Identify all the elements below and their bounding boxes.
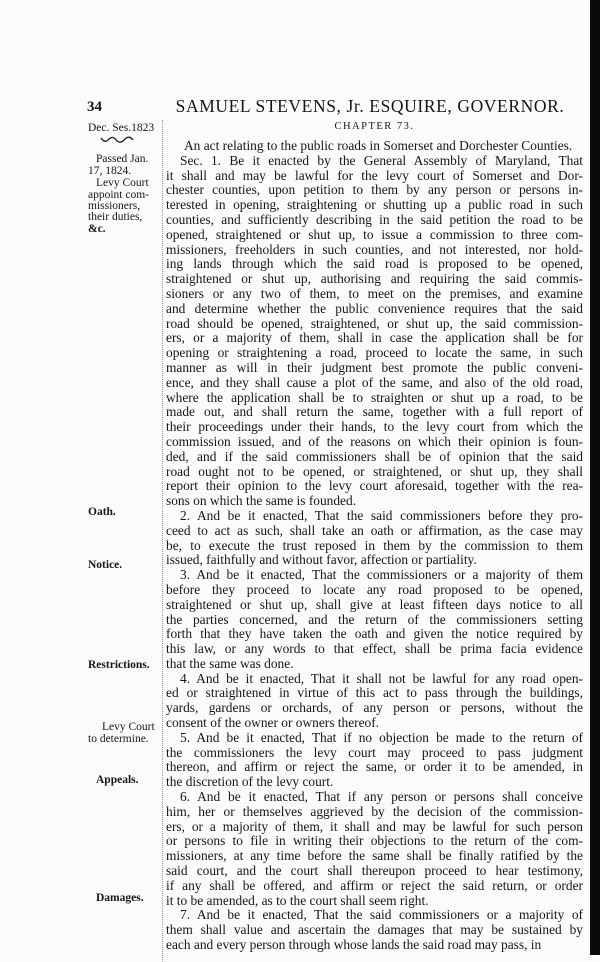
margin-rule [162,120,163,962]
text-line: or persons to file in writing their objections to the return of the com- [166,834,583,849]
text-line: opening or straightening a road, proceed to locate the same, in such [166,346,583,361]
margin-note: appoint com- [88,189,149,201]
text-line: before they proceed to locate any road proposed to be opened, [166,582,583,597]
text-line: if any shall be offered, and affirm or reject the said return, or order [166,878,583,893]
margin-note: Dec. Ses.1823 [88,122,155,134]
text-line: sons on which the same is founded. [166,494,357,509]
scan-edge [590,0,600,955]
text-line: where the application shall be to straighten or shut up a road, to be [166,390,583,405]
text-line: ers, or a majority of them, it shall and may be lawful for such person [166,819,583,834]
act-text [166,139,583,953]
margin-note: to determine. [88,733,149,745]
page-number: 34 [87,99,102,115]
margin-note: 17, 1824. [88,165,132,177]
text-line: their proceedings under their hands, to the levy court from which the [166,420,583,435]
text-line: ers, or a majority of them, shall in case the application shall be for [166,331,583,346]
text-line: missioners, at any time before the same shall be finally ratified by the [166,849,583,864]
text-line: each and every person through whose lands the said road may pass, in [166,938,542,953]
text-line: straightened or shut up, authorising and requiring the said commis- [166,272,583,287]
text-line: road should be opened, straightened, or shut up, the said commission- [166,316,583,331]
text-line: ed or straightened in virtue of this act to pass through the buildings, [166,686,583,701]
text-line: opened, straightened or shut up, to issue a commission to three com- [166,227,583,242]
margin-note: missioners, [88,200,141,212]
text-line: commission issued, and of the reasons on which their opinion is foun- [166,434,583,449]
margin-note: Damages. [96,892,144,904]
text-line: 4. And be it enacted, That it shall not be lawful for any road open- [180,671,583,686]
text-line: him, her or themselves aggrieved by the decision of the commission- [166,804,583,819]
text-line: be, to execute the trust reposed in them by the commission to them [166,538,583,553]
margin-note: Levy Court [96,177,149,189]
text-line: this law, or any words to that effect, shall be prima facia evidence [166,642,583,657]
text-line: them shall value and ascertain the damages that may be sustained by [166,923,583,938]
text-line: 3. And be it enacted, That the commissioners or a majority of them [180,568,583,583]
margin-note: &c. [88,223,106,235]
text-line: the commissioners the levy court may proceed to pass judgment [166,745,583,760]
text-line: made out, and shall return the same, together with a full report of [166,405,583,420]
text-line: chester counties, upon petition to them by any person or persons in- [166,183,583,198]
text-line: it shall and may be lawful for the levy court of Somerset and Dor- [166,168,583,183]
text-line: missioners, freeholders in such counties, and not interested, nor hold- [166,242,583,257]
margin-note: Notice. [88,559,123,571]
text-line: sioners or any two of them, to meet on the premises, and examine [166,286,583,301]
margin-note: Appeals. [96,774,139,786]
margin-note: Oath. [88,506,116,518]
text-line: terested in opening, straightening or shutting up a public road in such [166,198,583,213]
text-line: Sec. 1. Be it enacted by the General Assembly of Maryland, That [180,153,583,168]
text-line: 5. And be it enacted, That if no objection be made to the return of [180,730,583,745]
text-line: ence, and they shall cause a plot of the same, and also of the old road, [166,375,583,390]
text-line: and determine whether the public convenience requires that the said [166,301,583,316]
text-line: issued, faithfully and without favor, affection or partiality. [166,553,477,568]
text-line: counties, and sufficiently describing in the said petition the road to be [166,212,583,227]
text-line: manner as will in their judgment best promote the public conveni- [166,360,583,375]
text-line: road ought not to be opened, or straightened, or shut up, they shall [166,464,583,479]
text-line: 7. And be it enacted, That the said commissioners or a majority of [180,908,583,923]
running-title: SAMUEL STEVENS, Jr. ESQUIRE, GOVERNOR. [175,96,565,116]
margin-note: their duties, [88,211,143,223]
text-line: straightened or shut up, shall give at least fifteen days notice to all [166,597,583,612]
text-line: yards, gardens or orchards, of any person or persons, without the [166,701,583,716]
text-line: consent of the owner or owners thereof. [166,716,380,731]
chapter-heading: CHAPTER 73. [334,121,415,132]
text-line: the discretion of the levy court. [166,775,334,790]
margin-note: Levy Court [102,721,155,733]
squiggle-ornament [100,136,134,144]
text-line: thereon, and affirm or reject the same, or order it to be amended, in [166,760,583,775]
text-line: 6. And be it enacted, That if any person or persons shall conceive [180,790,583,805]
text-line: the parties concerned, and the return of the commissioners setting [166,612,583,627]
text-line: said court, and the court shall thereupon proceed to hear testimony, [166,864,583,879]
text-line: report their opinion to the levy court aforesaid, together with the rea- [166,479,583,494]
margin-note: Restrictions. [88,659,150,671]
act-title: An act relating to the public roads in Somerset and Dorchester Counties. [184,139,573,153]
text-line: ing lands through which the said road is proposed to be opened, [166,257,583,272]
text-line: ded, and if the said commissioners shall be of opinion that the said [166,449,583,464]
text-line: 2. And be it enacted, That the said commissioners before they pro- [180,508,583,523]
text-line: that the same was done. [166,656,294,671]
text-line: forth that they have taken the oath and given the notice required by [166,627,583,642]
text-line: it to be amended, as to the court shall seem right. [166,893,429,908]
text-line: ceed to act as such, shall take an oath or affirmation, as the case may [166,523,583,538]
margin-note: Passed Jan. [96,153,149,165]
